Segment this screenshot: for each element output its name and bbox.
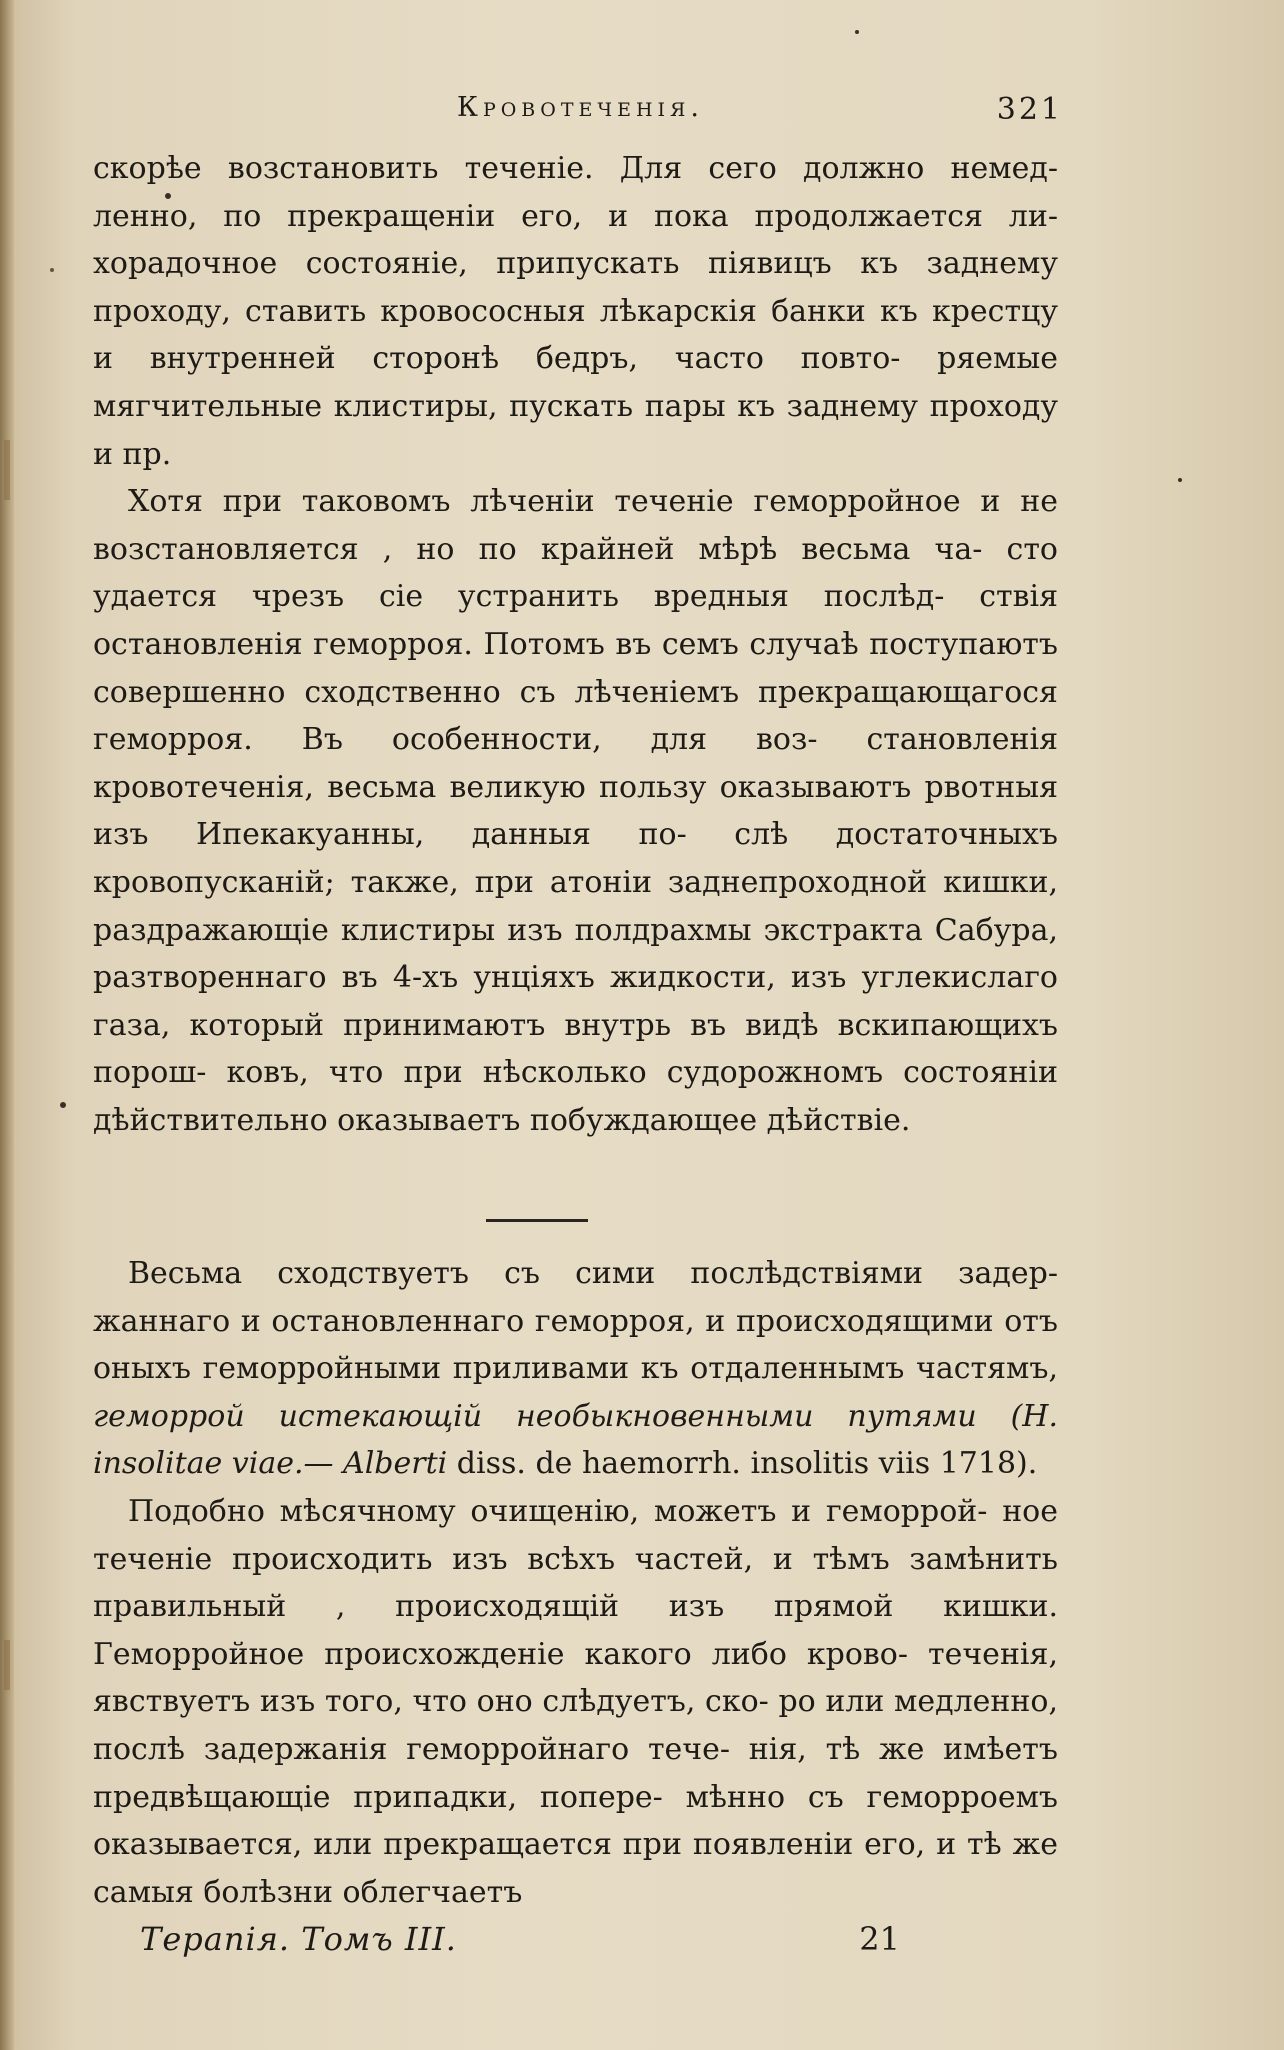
text-line: кишки. Геморройное происхожденіе какого либо крово- [93, 1589, 1058, 1672]
running-title: Кровотеченія. [457, 92, 704, 123]
text-line: хорадочное состояніе, припускать піявицъ къ заднему [93, 246, 1058, 282]
text-line: сто удается чрезъ сіе устранить вредныя послѣд- [93, 531, 1058, 615]
text-line: нія, тѣ же имѣетъ предвѣщающіе припадки, попере- [93, 1731, 1058, 1815]
text-line: заднепроходной кишки, раздражающіе клистиры изъ [93, 864, 1058, 948]
latin-citation: (H. insolitae viae.— Alberti [93, 1398, 1058, 1482]
signature-title: Терапія. Томъ III. [140, 1920, 457, 1958]
text-line: ленно, по прекращеніи его, и пока продолжается ли- [93, 198, 1058, 234]
text-line: унціяхъ жидкости, изъ углекислаго газа, который [93, 960, 1058, 1043]
text-line: дѣйствительно оказываетъ побуждающее дѣйствіе. [93, 1102, 911, 1138]
text-line: крестцу и внутренней сторонѣ бедръ, часто повто- [93, 293, 1058, 377]
text-line: принимаютъ внутрь въ видѣ вскипающихъ порош- [93, 1007, 1058, 1091]
paragraph-4 [93, 1488, 1058, 1916]
text-line: замѣнить правильный , происходящій изъ прямой [93, 1541, 1058, 1625]
section-divider-rule [486, 1219, 588, 1222]
text-line: слѣ достаточныхъ кровопусканій; также, при атоніи [93, 817, 1058, 900]
text-line: заднему проходу и пр. [93, 388, 1059, 472]
page-header [98, 92, 1063, 136]
page-number: 321 [996, 92, 1063, 127]
text-line: прекращающагося геморроя. Въ особенности, для воз- [93, 674, 1058, 758]
citation-source: diss. de haemorrh. insolitis viis 1718). [456, 1446, 1038, 1482]
page-footer [140, 1920, 900, 1966]
text-line: поступаютъ совершенно сходственно съ лѣченіемъ [93, 626, 1058, 710]
text-line: Хотя при таковомъ лѣченіи теченіе геморройное и [128, 484, 1021, 520]
text-line: отъ оныхъ геморройными приливами къ отдаленнымъ [93, 1303, 1058, 1387]
text-line: Подобно мѣсячному очищенію, можетъ и геморрой- [128, 1493, 1003, 1529]
page-binding-edge [0, 0, 14, 2050]
text-line: полдрахмы экстракта Сабура, разтвореннаго въ 4-хъ [93, 912, 1058, 996]
text-line: ро или медленно, послѣ задержанія геморройнаго тече- [93, 1684, 1058, 1767]
text-line: скорѣе возстановить теченіе. Для сего должно немед- [93, 151, 1058, 186]
signature-mark: 21 [859, 1920, 900, 1958]
text-line: ствія остановленія геморроя. Потомъ въ семъ случаѣ [93, 579, 1058, 662]
text-line: становленія кровотеченія, весьма великую пользу [93, 722, 1058, 805]
text-line: Весьма сходствуетъ съ сими послѣдствіями задер- [128, 1256, 1058, 1291]
text-line: ковъ, что при нѣсколько судорожномъ состояніи [226, 1055, 1058, 1091]
paragraph-2 [93, 478, 1058, 1144]
italic-term: геморрой истекающій необыкновенными путями [93, 1398, 1011, 1434]
paragraph-3 [93, 1250, 1058, 1488]
text-line: ряемые мягчительные клистиры, пускать пары къ [93, 341, 1058, 424]
text-line: проходу, ставить кровососныя лѣкарскія банки къ [93, 293, 932, 329]
text-line: ное теченіе происходить изъ всѣхъ частей, и тѣмъ [93, 1493, 1058, 1577]
text-line: оказываютъ рвотныя изъ Ипекакуанны, данныя по- [93, 769, 1058, 853]
text-line: теченія, явствуетъ изъ того, что оно слѣдуетъ, ско- [93, 1636, 1058, 1720]
text-line: мѣнно съ геморроемъ оказывается, или прекращается [93, 1779, 1058, 1863]
text-line: не возстановляется , но по крайней мѣрѣ весьма ча- [93, 484, 1058, 567]
text-section-2 [93, 1250, 1058, 1916]
paragraph-1-continued [93, 145, 1058, 478]
text-line: жаннаго и остановленнаго геморроя, и происходящими [93, 1303, 1005, 1339]
text-line: частямъ, [915, 1351, 1058, 1387]
text-section-1 [93, 145, 1058, 1144]
text-line: при появленіи его, и тѣ же самыя болѣзни облегчаетъ [93, 1827, 1058, 1910]
